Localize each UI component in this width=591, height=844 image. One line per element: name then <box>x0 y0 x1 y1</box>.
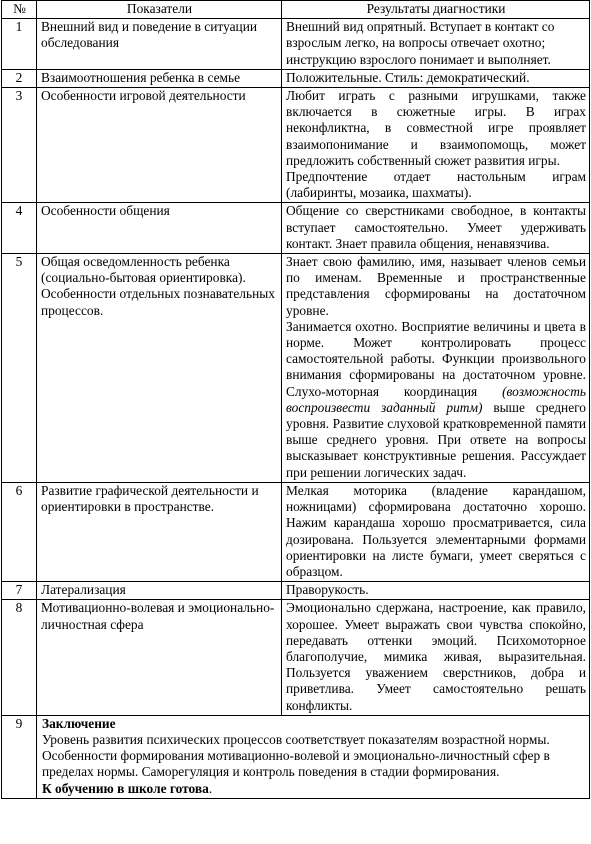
conclusion-row <box>2 715 590 798</box>
row-num: 2 <box>2 69 37 87</box>
row-result <box>282 254 590 483</box>
row-num: 6 <box>2 482 37 581</box>
row-num: 5 <box>2 254 37 483</box>
row-result <box>282 69 590 87</box>
result-paragraph: Знает свою фамилию, имя, называет членов семьи по именам. Временные и пространственные представления сформированы на достаточном уровне. <box>286 254 586 318</box>
row-num: 1 <box>2 19 37 70</box>
table-row <box>2 582 590 600</box>
result-paragraph: Мелкая моторика (владение карандашом, ножницами) сформирована достаточно хорошо. Нажим карандаша хорошо просматривается, сила дозирована. Пользуется элементарными формами ориентировки на листе бумаги, умеет сверяться с образцом. <box>286 482 586 579</box>
table-row <box>2 19 590 70</box>
table-row <box>2 88 590 203</box>
result-paragraph <box>286 319 586 481</box>
table-row <box>2 203 590 254</box>
row-num: 3 <box>2 88 37 203</box>
table-header-row <box>2 1 590 19</box>
conclusion-title: Заключение <box>42 715 116 731</box>
result-paragraph: Положительные. Стиль: демократический. <box>286 69 530 85</box>
row-result <box>282 582 590 600</box>
row-result <box>282 203 590 254</box>
row-result <box>282 19 590 70</box>
conclusion-verdict-end: . <box>208 780 213 796</box>
row-indicator: Мотивационно-волевая и эмоционально-личностная сфера <box>37 600 282 715</box>
result-paragraph: Любит играть с разными игрушками, также включается в сюжетные игры. В играх неконфликтна, в совместной игре проявляет взаимопонимание и взаимопомощь, может предложить собственный сюжет развития игры. <box>286 88 586 168</box>
conclusion-verdict-line <box>42 781 586 797</box>
row-result <box>282 88 590 203</box>
row-indicator: Внешний вид и поведение в ситуации обследования <box>37 19 282 70</box>
row-indicator: Взаимоотношения ребенка в семье <box>37 69 282 87</box>
header-indicator: Показатели <box>37 1 282 19</box>
header-num: № <box>2 1 37 19</box>
row-indicator: Особенности игровой деятельности <box>37 88 282 203</box>
row-num: 7 <box>2 582 37 600</box>
result-text: выше среднего уровня. Развитие слуховой кратковременной памяти выше среднего уровня. При ответе на вопросы высказывает конструктивные решения. Рассуждает при решении логических задач. <box>286 399 587 480</box>
row-indicator: Особенности общения <box>37 203 282 254</box>
result-paragraph: Предпочтение отдает настольным играм (лабиринты, мозаика, шахматы). <box>286 169 586 201</box>
row-num: 8 <box>2 600 37 715</box>
header-results: Результаты диагностики <box>282 1 590 19</box>
diagnostic-table <box>1 0 590 799</box>
conclusion-verdict: К обучению в школе готова <box>42 780 209 796</box>
table-row <box>2 69 590 87</box>
conclusion-text: Уровень развития психических процессов соответствует показателям возрастной нормы. Особенности формирования мотивационно-волевой и эмоционально-личностный сфер в пределах нормы. Саморегуляция и контроль поведения в стадии формирования. <box>42 731 550 780</box>
conclusion-cell <box>37 715 590 798</box>
result-italic-text: (возможность воспроизвести заданный ритм) <box>286 383 586 415</box>
row-result <box>282 482 590 581</box>
row-indicator: Латерализация <box>37 582 282 600</box>
result-paragraph: Эмоционально сдержана, настроение, как правило, хорошее. Умеет выражать свои чувства спокойно, передавать оттенки эмоций. Психомоторное благополучие, мимика живая, выразительная. Пользуется уважением сверстников, добра и приветлива. Умеет самостоятельно решать конфликты. <box>286 600 586 713</box>
row-indicator: Развитие графической деятельности и ориентировки в пространстве. <box>37 482 282 581</box>
table-row <box>2 254 590 483</box>
row-num: 4 <box>2 203 37 254</box>
table-row <box>2 482 590 581</box>
result-paragraph: Праворукость. <box>286 582 369 598</box>
table-row <box>2 600 590 715</box>
row-result <box>282 600 590 715</box>
result-text: Занимается охотно. Восприятие величины и цвета в норме. Может контролировать процесс самостоятельной работы. Функции произвольного внимания сформированы на достаточном уровне. Слухо-моторная координация <box>286 318 586 399</box>
row-indicator: Общая осведомленность ребенка (социально-бытовая ориентировка). Особенности отдельных познавательных процессов. <box>37 254 282 483</box>
result-paragraph: Общение со сверстниками свободное, в контакты вступает самостоятельно. Умеет удерживать контакт. Знает правила общения, ненавязчива. <box>286 203 586 251</box>
result-paragraph: Внешний вид опрятный. Вступает в контакт со взрослым легко, на вопросы отвечает охотно; инструкцию взрослого понимает и выполняет. <box>286 19 555 67</box>
row-num: 9 <box>2 715 37 798</box>
